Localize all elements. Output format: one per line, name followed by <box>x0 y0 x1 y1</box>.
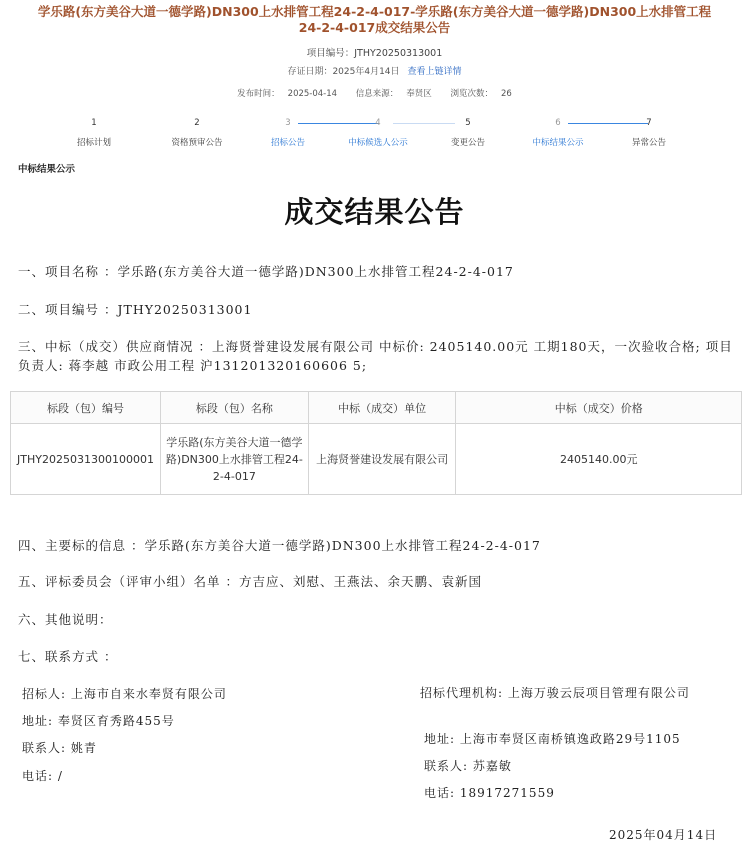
item-other-notes: 六、其他说明： <box>18 612 113 627</box>
step-number: 5 <box>465 118 471 128</box>
agency-phone: 电话: 18917271559 <box>424 786 555 800</box>
item-subject-info: 四、主要标的信息 ：学乐路(东方美谷大道一德学路)DN300上水排管工程24-2-4-017 <box>18 538 541 553</box>
step-label: 异常公告 <box>631 138 666 148</box>
evidence-date-label: 存证日期： <box>287 67 333 77</box>
chain-details-link[interactable]: 查看上链详情 <box>407 67 462 77</box>
step-label: 变更公告 <box>450 138 485 148</box>
step-number: 6 <box>555 118 561 128</box>
evidence-date: 2025年4月14日 <box>332 67 400 77</box>
section-label: 中标结果公示 <box>18 164 76 175</box>
process-steps <box>48 117 696 151</box>
item-project-number: 二、项目编号 ：JTHY20250313001 <box>18 302 253 317</box>
item-project-name: 一、项目名称 ：学乐路(东方美谷大道一德学路)DN300上水排管工程24-2-4-017 <box>18 264 514 279</box>
col-header-price: 中标（成交）价格 <box>456 392 742 424</box>
step-prequalification[interactable] <box>151 117 243 148</box>
publish-time-label: 发布时间： <box>237 89 280 99</box>
step-number: 4 <box>375 118 381 128</box>
source-label: 信息来源： <box>355 89 399 99</box>
result-table <box>10 391 742 495</box>
col-header-lot-name: 标段（包）名称 <box>160 392 308 424</box>
cell-winner: 上海贤誉建设发展有限公司 <box>308 424 456 495</box>
tenderer-address: 地址: 奉贤区育秀路455号 <box>22 714 175 728</box>
step-number: 2 <box>194 118 200 128</box>
tenderer-phone: 电话: / <box>22 769 63 783</box>
agency-contact: 联系人: 苏嘉敏 <box>424 759 512 773</box>
views-label: 浏览次数： <box>450 89 494 99</box>
project-number: JTHY20250313001 <box>354 48 443 59</box>
page-title: 学乐路(东方美谷大道一德学路)DN300上水排管工程24-2-4-017-学乐路(东方美谷大道一德学路)DN300上水排管工程24-2-4-017成交结果公告 <box>37 4 712 35</box>
step-label: 资格预审公告 <box>171 138 223 148</box>
step-number: 7 <box>646 118 652 128</box>
publish-time: 2025-04-14 <box>287 89 338 99</box>
item-supplier-info: 三、中标（成交）供应商情况 ：上海贤誉建设发展有限公司 中标价: 2405140.00元 工期180天，一次验收合格; 项目负责人: 蒋李越 市政公用工程 沪131201320160606 5; <box>18 339 733 373</box>
source: 奉贤区 <box>406 89 432 99</box>
step-number: 1 <box>91 118 97 128</box>
col-header-winner: 中标（成交）单位 <box>308 392 456 424</box>
step-label: 招标公告 <box>270 138 305 148</box>
step-tender-notice[interactable] <box>242 117 334 148</box>
cell-lot-number: JTHY2025031300100001 <box>11 424 161 495</box>
evidence-line <box>0 64 749 77</box>
table-row <box>11 424 742 495</box>
project-number-line <box>0 45 749 59</box>
step-change-notice[interactable] <box>422 117 514 148</box>
step-exception[interactable] <box>603 117 695 148</box>
table-header-row <box>11 392 742 424</box>
cell-lot-name: 学乐路(东方美谷大道一德学路)DN300上水排管工程24-2-4-017 <box>160 424 308 495</box>
step-result[interactable] <box>512 117 604 148</box>
step-number: 3 <box>285 118 291 128</box>
item-committee: 五、评标委员会（评审小组）名单 ：方吉应、刘慰、王燕法、余天鹏、袁新国 <box>18 574 482 589</box>
step-candidates[interactable] <box>332 117 424 148</box>
step-bid-plan[interactable] <box>48 117 140 148</box>
project-number-label: 项目编号： <box>306 48 355 59</box>
cell-price: 2405140.00元 <box>456 424 742 495</box>
tenderer-name: 招标人: 上海市自来水奉贤有限公司 <box>22 687 227 701</box>
step-label: 招标计划 <box>76 138 111 148</box>
item-contact-heading: 七、联系方式 ： <box>18 649 118 664</box>
agency-address: 地址: 上海市奉贤区南桥镇逸政路29号1105 <box>424 732 681 746</box>
document-title: 成交结果公告 <box>284 195 465 229</box>
agency-name: 招标代理机构: 上海万骏云辰项目管理有限公司 <box>420 686 690 700</box>
document-date: 2025年04月14日 <box>609 828 718 842</box>
col-header-lot-number: 标段（包）编号 <box>11 392 161 424</box>
views-count: 26 <box>501 89 512 99</box>
step-label: 中标候选人公示 <box>348 138 408 148</box>
tenderer-contact: 联系人: 姚青 <box>22 741 97 755</box>
publish-info <box>0 87 749 99</box>
step-label: 中标结果公示 <box>532 138 584 148</box>
